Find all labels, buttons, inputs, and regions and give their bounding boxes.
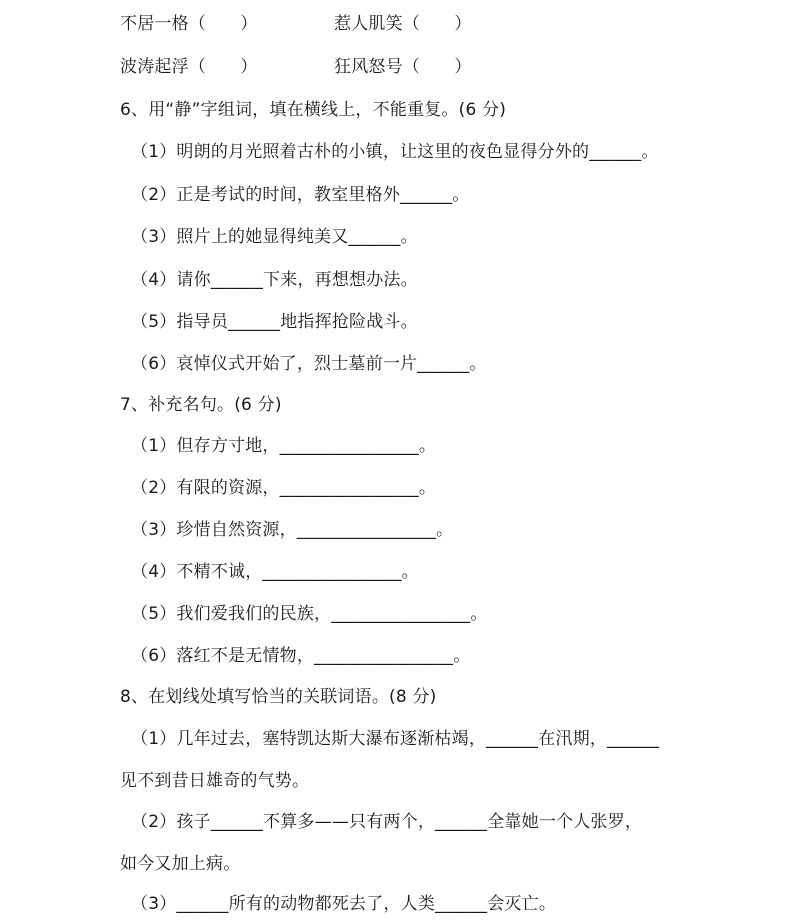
question-6-item: （2）正是考试的时间，教室里格外______。 [131, 185, 470, 205]
question-7-item: （2）有限的资源，________________。 [131, 478, 437, 498]
question-7-heading: 7、补充名句。(6 分) [120, 395, 282, 415]
question-6-item: （1）明朗的月光照着古朴的小镇，让这里的夜色显得分外的______。 [131, 142, 659, 162]
question-8-heading: 8、在划线处填写恰当的关联词语。(8 分) [120, 687, 437, 707]
question-7-item: （5）我们爱我们的民族，________________。 [131, 604, 488, 624]
question-8-item-continuation: 如今又加上病。 [120, 854, 241, 874]
question-6-item: （5）指导员______地指挥抢险战斗。 [131, 312, 418, 332]
question-6-item: （4）请你______下来，再想想办法。 [131, 270, 418, 290]
idiom-item: 不居一格（ ） [120, 14, 258, 34]
question-7-item: （4）不精不诚，________________。 [131, 562, 419, 582]
question-7-item: （6）落红不是无情物，________________。 [131, 646, 471, 666]
question-6-item: （6）哀悼仪式开始了，烈士墓前一片______。 [131, 354, 487, 374]
question-7-item: （3）珍惜自然资源，________________。 [131, 520, 454, 540]
idiom-item: 惹人肌笑（ ） [334, 14, 472, 34]
question-8-item: （3）______所有的动物都死去了，人类______会灭亡。 [131, 894, 557, 914]
question-8-item: （2）孩子______不算多——只有两个，______全靠她一个人张罗， [131, 812, 643, 832]
idiom-item: 波涛起浮（ ） [120, 57, 258, 77]
question-8-item-continuation: 见不到昔日雄奇的气势。 [120, 771, 310, 791]
question-7-item: （1）但存方寸地，________________。 [131, 436, 437, 456]
idiom-item: 狂风怒号（ ） [334, 57, 472, 77]
question-6-heading: 6、用“静”字组词，填在横线上，不能重复。(6 分) [120, 100, 507, 120]
question-8-item: （1）几年过去，塞特凯达斯大瀑布逐渐枯竭，______在汛期，______ [131, 729, 660, 749]
question-6-item: （3）照片上的她显得纯美又______。 [131, 227, 418, 247]
